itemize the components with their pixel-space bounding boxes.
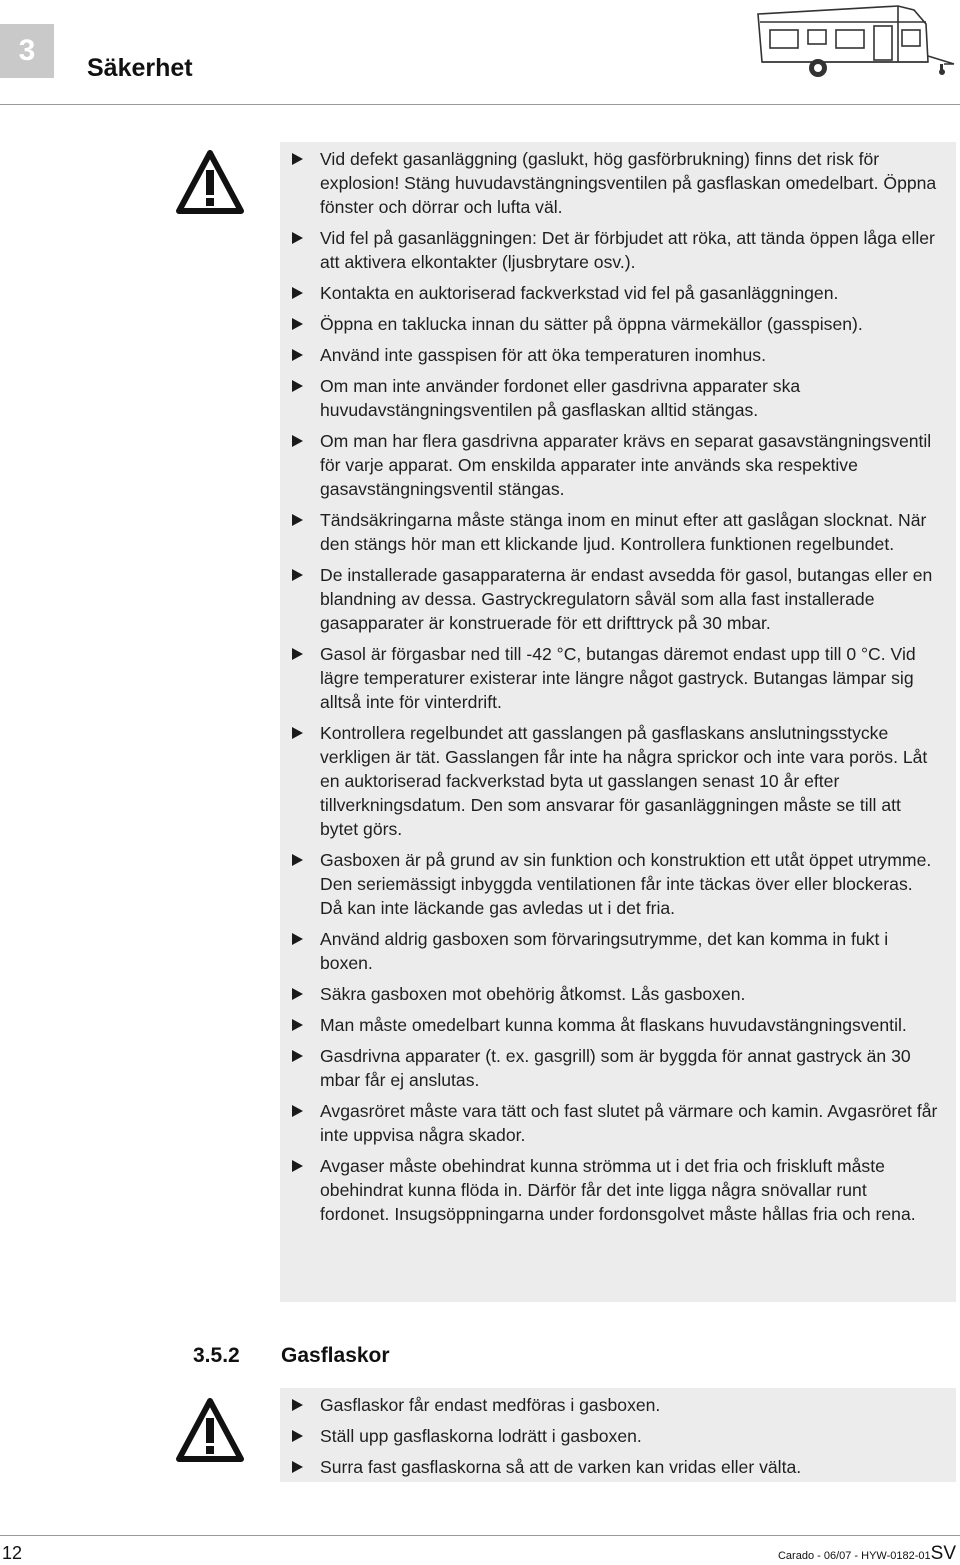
page-number: 12 bbox=[2, 1543, 23, 1563]
list-item: Tändsäkringarna måste stänga inom en minut efter att gaslågan slocknat. När den stängs hör man ett klickande ljud. Kontrollera funktionen regelbundet. bbox=[292, 508, 938, 556]
document-code: Carado - 06/07 - HYW-0182-01 bbox=[777, 1550, 931, 1562]
list-item: Surra fast gasflaskorna så att de varken kan vridas eller välta. bbox=[292, 1455, 938, 1479]
list-item: Säkra gasboxen mot obehörig åtkomst. Lås gasboxen. bbox=[292, 982, 938, 1006]
list-item: Man måste omedelbart kunna komma åt flaskans huvudavstängningsventil. bbox=[292, 1013, 938, 1037]
footer-divider bbox=[0, 1535, 960, 1536]
list-item: Kontrollera regelbundet att gasslangen på gasflaskans anslutningsstycke verkligen är tät. Gasslangen får inte ha några sprickor och inte vara porös. Låt en auktoriserad fackverkstad byta ut gasslangen senast 10 år efter tillverkningsdatum. Den som ansvarar för gasanläggningen måste se till att bytet görs. bbox=[292, 721, 938, 841]
list-item: Om man har flera gasdrivna apparater krävs en separat gasavstängningsventil för varje apparat. Om enskilda apparater inte används ska respektive gasavstängningsventil stängas. bbox=[292, 429, 938, 501]
gas-safety-list bbox=[292, 147, 938, 1226]
language-code: SV bbox=[930, 1543, 956, 1564]
list-item: De installerade gasapparaterna är endast avsedda för gasol, butangas eller en blandning av dessa. Gastryckregulatorn såväl som alla fast installerade gasapparater är konstruerade för ett drifttryck på 30 mbar. bbox=[292, 563, 938, 635]
section-title: Gasflaskor bbox=[281, 1344, 390, 1367]
list-item: Gasol är förgasbar ned till -42 °C, butangas däremot endast upp till 0 °C. Vid lägre temperaturer existerar inte längre något gastryck. Butangas lämpar sig alltså inte för vinterdrift. bbox=[292, 642, 938, 714]
list-item: Om man inte använder fordonet eller gasdrivna apparater ska huvudavstängningsventilen på gasflaskan alltid stängas. bbox=[292, 374, 938, 422]
chapter-title: Säkerhet bbox=[87, 54, 193, 82]
gas-safety-panel bbox=[280, 142, 956, 1302]
list-item: Gasdrivna apparater (t. ex. gasgrill) som är byggda för annat gastryck än 30 mbar får ej anslutas. bbox=[292, 1044, 938, 1092]
header-divider bbox=[0, 104, 960, 105]
list-item: Använd inte gasspisen för att öka temperaturen inomhus. bbox=[292, 343, 938, 367]
list-item: Avgasröret måste vara tätt och fast slutet på värmare och kamin. Avgasröret får inte uppvisa några skador. bbox=[292, 1099, 938, 1147]
list-item: Gasboxen är på grund av sin funktion och konstruktion ett utåt öppet utrymme. Den seriemässigt inbyggda ventilationen får inte täckas över eller blockeras. Då kan inte läckande gas avledas ut i det fria. bbox=[292, 848, 938, 920]
list-item: Vid defekt gasanläggning (gaslukt, hög gasförbrukning) finns det risk för explosion! Stäng huvudavstängningsventilen på gasflaskan omedelbart. Öppna fönster och dörrar och lufta väl. bbox=[292, 147, 938, 219]
caravan-icon bbox=[748, 0, 958, 100]
gas-cylinder-panel bbox=[280, 1388, 956, 1482]
list-item: Använd aldrig gasboxen som förvaringsutrymme, det kan komma in fukt i boxen. bbox=[292, 927, 938, 975]
chapter-number-box bbox=[0, 24, 54, 78]
warning-triangle-icon bbox=[176, 1398, 244, 1462]
section-number: 3.5.2 bbox=[193, 1344, 240, 1367]
chapter-number: 3 bbox=[18, 34, 36, 67]
list-item: Kontakta en auktoriserad fackverkstad vid fel på gasanläggningen. bbox=[292, 281, 938, 305]
list-item: Vid fel på gasanläggningen: Det är förbjudet att röka, att tända öppen låga eller att aktivera elkontakter (ljusbrytare osv.). bbox=[292, 226, 938, 274]
warning-triangle-icon bbox=[176, 150, 244, 214]
list-item: Öppna en taklucka innan du sätter på öppna värmekällor (gasspisen). bbox=[292, 312, 938, 336]
list-item: Ställ upp gasflaskorna lodrätt i gasboxen. bbox=[292, 1424, 938, 1448]
list-item: Gasflaskor får endast medföras i gasboxen. bbox=[292, 1393, 938, 1417]
list-item: Avgaser måste obehindrat kunna strömma ut i det fria och friskluft måste obehindrat kunna flöda in. Därför får det inte ligga några snövallar runt fordonet. Insugsöppningarna under fordonsgolvet måste hållas fria och rena. bbox=[292, 1154, 938, 1226]
gas-cylinder-list bbox=[292, 1393, 938, 1479]
